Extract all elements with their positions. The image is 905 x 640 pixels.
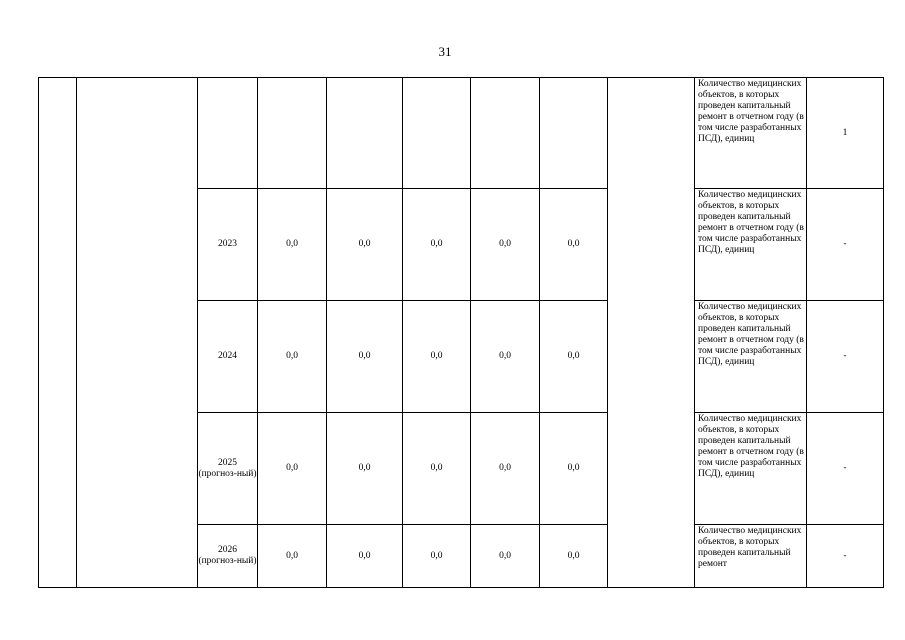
indicator-cell: Количество медицинских объектов, в которых проведен капитальный ремонт в отчетном году (в том числе разработанных ПСД), единиц [695,189,807,301]
indicator-cell: Количество медицинских объектов, в которых проведен капитальный ремонт в отчетном году (в том числе разработанных ПСД), единиц [695,413,807,525]
value-cell: 0,0 [258,189,327,301]
value-cell: 0,0 [403,189,471,301]
value-cell: 0,0 [471,413,540,525]
value-cell: 0,0 [471,301,540,413]
row-number-cell [39,78,77,588]
activity-name-cell [77,78,198,588]
value-cell: 0,0 [540,525,608,588]
value-cell [258,78,327,189]
value-cell [403,78,471,189]
value-cell: 0,0 [403,301,471,413]
target-value-cell: - [807,301,884,413]
page-number: 31 [438,44,452,59]
indicator-cell: Количество медицинских объектов, в которых проведен капитальный ремонт [695,525,807,588]
value-cell: 0,0 [540,413,608,525]
year-cell: 2026 (прогноз-ный) [198,525,258,588]
target-value-cell: - [807,189,884,301]
value-cell: 0,0 [327,301,403,413]
value-cell: 0,0 [540,189,608,301]
year-cell: 2025 (прогноз-ный) [198,413,258,525]
value-cell: 0,0 [327,525,403,588]
indicator-cell: Количество медицинских объектов, в которых проведен капитальный ремонт в отчетном году (в том числе разработанных ПСД), единиц [695,301,807,413]
year-cell: 2023 [198,189,258,301]
value-cell: 0,0 [258,301,327,413]
value-cell [540,78,608,189]
target-value-cell: - [807,525,884,588]
indicator-cell: Количество медицинских объектов, в которых проведен капитальный ремонт в отчетном году (в том числе разработанных ПСД), единиц [695,78,807,189]
value-cell: 0,0 [327,189,403,301]
executor-cell [608,78,695,588]
value-cell: 0,0 [471,189,540,301]
target-value-cell: - [807,413,884,525]
value-cell: 0,0 [258,413,327,525]
target-value-cell: 1 [807,78,884,189]
value-cell: 0,0 [403,413,471,525]
value-cell: 0,0 [403,525,471,588]
year-cell: 2024 [198,301,258,413]
value-cell: 0,0 [540,301,608,413]
year-cell [198,78,258,189]
indicator-table [38,77,884,588]
value-cell: 0,0 [258,525,327,588]
value-cell [327,78,403,189]
table-row [39,78,884,189]
value-cell: 0,0 [471,525,540,588]
value-cell [471,78,540,189]
value-cell: 0,0 [327,413,403,525]
